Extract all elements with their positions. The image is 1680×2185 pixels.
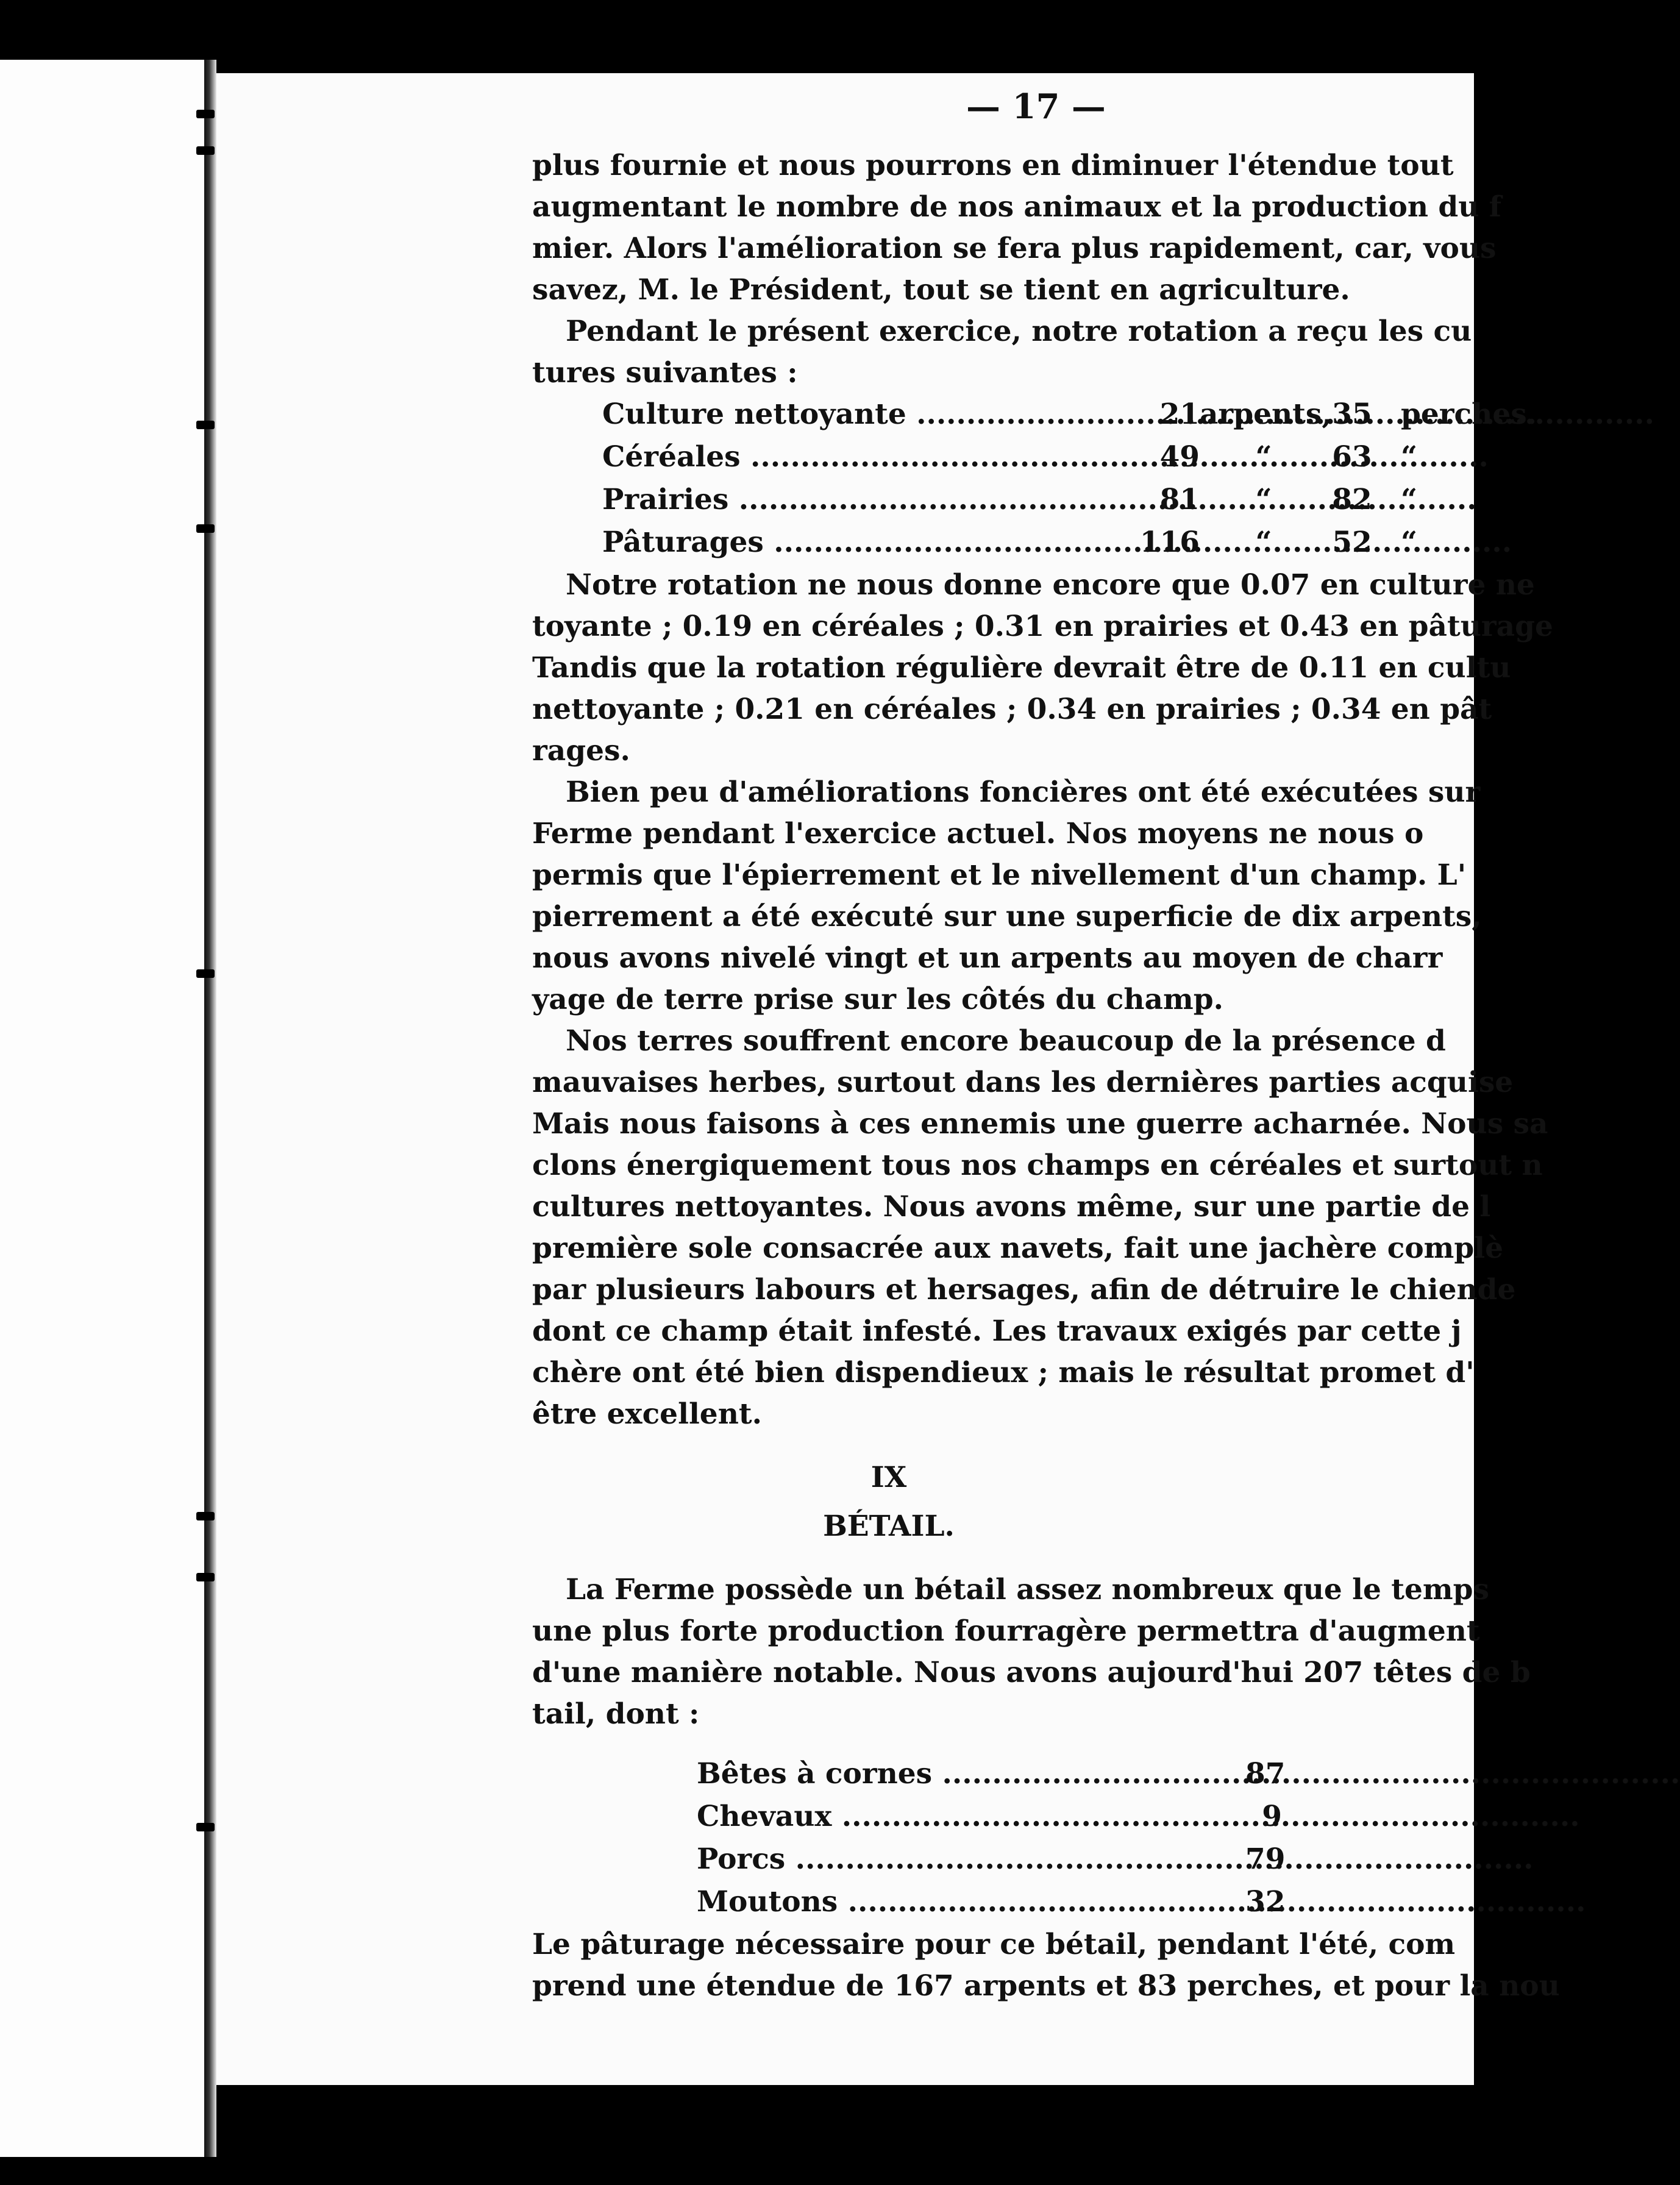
binding-stitch — [196, 524, 215, 533]
livestock-row — [697, 1881, 1538, 1924]
text-line: plus fournie et nous pourrons en diminuer l'étendue tout — [532, 149, 1454, 182]
text-line: Le pâturage nécessaire pour ce bétail, pendant l'été, com — [532, 1928, 1456, 1961]
text-line: permis que l'épierrement et le nivellement d'un champ. L' — [532, 858, 1467, 892]
livestock-row — [697, 1796, 1538, 1839]
text-line: yage de terre prise sur les côtés du champ. — [532, 983, 1223, 1016]
text-line: mauvaises herbes, surtout dans les dernières parties acquise — [532, 1066, 1514, 1099]
text-line: mier. Alors l'amélioration se fera plus rapidement, car, vous — [532, 232, 1497, 265]
text-line: La Ferme possède un bétail assez nombreux que le temps — [566, 1573, 1489, 1606]
crop-arpents: 116 — [1139, 526, 1200, 559]
text-line: chère ont été bien dispendieux ; mais le résultat promet d' — [532, 1356, 1475, 1389]
paragraph-2 — [532, 311, 1538, 394]
text-line: Ferme pendant l'exercice actuel. Nos moyens ne nous o — [532, 817, 1424, 850]
text-line: cultures nettoyantes. Nous avons même, sur une partie de l — [532, 1190, 1491, 1224]
paragraph-3 — [532, 565, 1553, 772]
text-line: dont ce champ était infesté. Les travaux exigés par cette j — [532, 1314, 1462, 1348]
text-line: prend une étendue de 167 arpents et 83 perches, et pour la nou — [532, 1969, 1560, 2003]
text-line: Pendant le présent exercice, notre rotation a reçu les cu — [566, 315, 1472, 348]
text-line: une plus forte production fourragère permettra d'augment — [532, 1614, 1480, 1648]
livestock-label: Bêtes à cornes ..... — [697, 1753, 1245, 1796]
text-line: tures suivantes : — [532, 356, 798, 390]
text-line: nous avons nivelé vingt et un arpents au moyen de charr — [532, 941, 1443, 975]
crop-unit-arpents: “ — [1255, 483, 1272, 516]
crop-unit-perches: “ — [1401, 483, 1418, 516]
crop-arpents: 21 — [1159, 397, 1200, 431]
binding-stitch — [196, 1823, 215, 1831]
crop-label: Pâturages ..... — [602, 522, 1139, 565]
crop-row — [602, 437, 1538, 479]
paragraph-5 — [532, 1021, 1548, 1435]
livestock-count: 32 — [1245, 1885, 1286, 1919]
text-line: pierrement a été exécuté sur une superficie de dix arpents, — [532, 900, 1482, 933]
crop-perches: 35 — [1332, 397, 1372, 431]
livestock-table — [697, 1753, 1538, 1924]
crop-unit-perches: perches. — [1401, 397, 1537, 431]
crop-unit-arpents: “ — [1255, 526, 1272, 559]
section-title: BÉTAIL. — [823, 1510, 955, 1543]
livestock-label: Moutons ..... — [697, 1881, 1245, 1924]
page-body — [532, 145, 1560, 2007]
paragraph-6 — [532, 1569, 1538, 1735]
crop-unit-perches: “ — [1401, 526, 1418, 559]
text-line: tail, dont : — [532, 1697, 700, 1731]
document-page — [216, 73, 1560, 2085]
text-line: Mais nous faisons à ces ennemis une guerre acharnée. Nous sa — [532, 1107, 1548, 1141]
livestock-row — [697, 1839, 1538, 1881]
crop-unit-perches: “ — [1401, 440, 1418, 474]
text-line: rages. — [532, 734, 630, 768]
text-line: par plusieurs labours et hersages, afin de détruire le chiende — [532, 1273, 1516, 1306]
crop-unit-arpents: arpents, — [1200, 397, 1332, 431]
crop-arpents: 49 — [1159, 440, 1200, 474]
livestock-count: 9 — [1262, 1800, 1282, 1833]
text-line: Notre rotation ne nous donne encore que 0.07 en culture ne — [566, 568, 1535, 602]
binding-stitch — [196, 969, 215, 978]
text-line: augmentant le nombre de nos animaux et la production du f — [532, 190, 1501, 224]
paragraph-7 — [532, 1924, 1560, 2007]
crop-row — [602, 522, 1538, 565]
text-line: Tandis que la rotation régulière devrait être de 0.11 en cultu — [532, 651, 1511, 685]
binding-stitch — [196, 421, 215, 429]
text-line: clons énergiquement tous nos champs en céréales et surtout n — [532, 1149, 1543, 1182]
crop-unit-arpents: “ — [1255, 440, 1272, 474]
livestock-count: 79 — [1245, 1842, 1286, 1876]
section-number: IX — [870, 1461, 907, 1494]
book-binding — [204, 60, 216, 2157]
text-line: d'une manière notable. Nous avons aujourd'hui 207 têtes de b — [532, 1656, 1531, 1689]
binding-stitch — [196, 110, 215, 118]
binding-stitch — [196, 1573, 215, 1581]
livestock-label: Chevaux ..... — [697, 1796, 1245, 1839]
text-line: savez, M. le Président, tout se tient en agriculture. — [532, 273, 1350, 307]
crop-label: Culture nettoyante ..... — [602, 394, 1139, 437]
page-number: — 17 — — [966, 87, 1106, 127]
text-line: être excellent. — [532, 1397, 762, 1431]
text-line: Bien peu d'améliorations foncières ont été exécutées sur — [566, 775, 1481, 809]
livestock-row — [697, 1753, 1538, 1796]
paragraph-4 — [532, 772, 1538, 1021]
left-page-margin — [0, 60, 204, 2157]
binding-stitch — [196, 1512, 215, 1520]
crop-row — [602, 394, 1538, 437]
text-line: Nos terres souffrent encore beaucoup de la présence d — [566, 1024, 1446, 1058]
crop-arpents: 81 — [1159, 483, 1200, 516]
crop-perches: 63 — [1332, 440, 1372, 474]
crop-label: Céréales ..... — [602, 437, 1139, 479]
paragraph-1 — [532, 145, 1538, 311]
text-line: première sole consacrée aux navets, fait une jachère complè — [532, 1232, 1504, 1265]
binding-stitch — [196, 146, 215, 155]
text-line: nettoyante ; 0.21 en céréales ; 0.34 en prairies ; 0.34 en pât — [532, 693, 1492, 726]
crop-rotation-table — [602, 394, 1538, 565]
text-line: toyante ; 0.19 en céréales ; 0.31 en prairies et 0.43 en pâturage — [532, 610, 1553, 643]
crop-label: Prairies ..... — [602, 479, 1139, 522]
livestock-label: Porcs ..... — [697, 1839, 1245, 1881]
livestock-count: 87 — [1245, 1757, 1286, 1791]
crop-perches: 52 — [1332, 526, 1372, 559]
crop-row — [602, 479, 1538, 522]
crop-perches: 82 — [1332, 483, 1372, 516]
